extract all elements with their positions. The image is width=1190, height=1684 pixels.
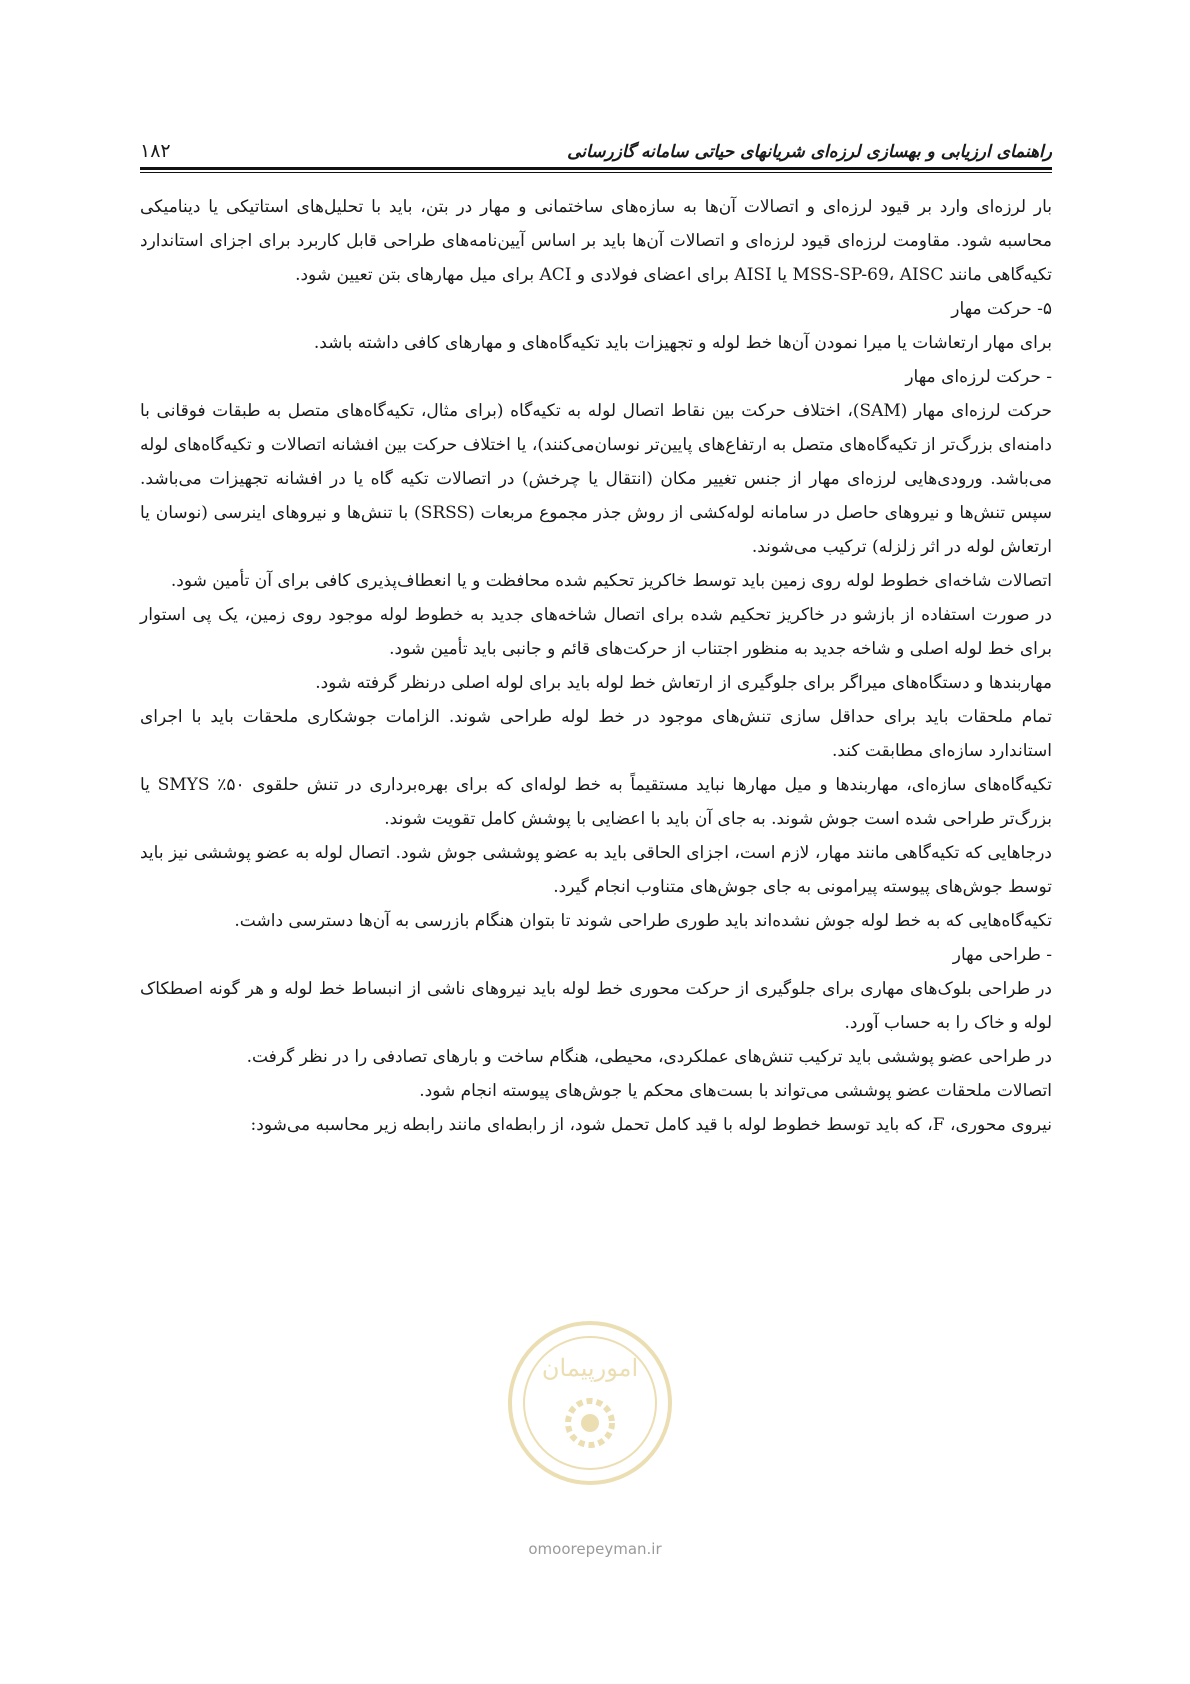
paragraph: تمام ملحقات باید برای حداقل سازی تنش‌های موجود در خط لوله طراحی شوند. الزامات جوشکاری ملحقات باید با اجرای استاندارد سازه‌ای مطابقت کند.	[140, 707, 1052, 761]
paragraph: اتصالات ملحقات عضو پوششی می‌تواند با بست‌های محکم یا جوش‌های پیوسته انجام شود.	[419, 1081, 1052, 1101]
page-number: ۱۸۲	[140, 140, 171, 162]
paragraph: در طراحی بلوک‌های مهاری برای جلوگیری از حرکت محوری خط لوله باید نیروهای ناشی از انبساط خط لوله و هر گونه اصطکاک لوله و خاک را به حساب آورد.	[140, 979, 1052, 1033]
paragraph: در طراحی عضو پوششی باید ترکیب تنش‌های عملکردی، محیطی، هنگام ساخت و بارهای تصادفی را در نظر گرفت.	[246, 1047, 1052, 1067]
header-rule-thick	[140, 167, 1052, 170]
watermark-url: omoorepeyman.ir	[528, 1540, 662, 1558]
paragraph: حرکت لرزه‌ای مهار (SAM)، اختلاف حرکت بین نقاط اتصال لوله به تکیه‌گاه (برای مثال، تکیه‌گاه‌های متصل به طبقات فوقانی با دامنه‌ای بزرگ‌تر از تکیه‌گاه‌های متصل به ارتفاع‌های پایین‌تر نوسان‌می‌کنند)، یا اختلاف حرکت بین افشانه اتصالات و تکیه‌گاه‌های لوله می‌باشد. ورودی‌هایی لرزه‌ای مهار از جنس تغییر مکان (انتقال یا چرخش) در اتصالات تکیه گاه یا در افشانه تجهیزات می‌باشد. سپس تنش‌ها و نیروهای حاصل در سامانه لوله‌کشی از روش جذر مجموع مربعات (SRSS) با تنش‌ها و نیروهای اینرسی (نوسان یا ارتعاش لوله در اثر زلزله) ترکیب می‌شوند.	[140, 401, 1053, 557]
watermark-logo-text: امورپیمان	[541, 1354, 639, 1382]
paragraph: برای مهار ارتعاشات یا میرا نمودن آن‌ها خط لوله و تجهیزات باید تکیه‌گاه‌های و مهارهای کافی داشته باشد.	[313, 333, 1052, 353]
paragraph: درجاهایی که تکیه‌گاهی مانند مهار، لازم است، اجزای الحاقی باید به عضو پوششی جوش شود. اتصال لوله به عضو پوششی نیز باید توسط جوش‌های پیوسته پیرامونی به جای جوش‌های متناوب انجام گیرد.	[140, 843, 1052, 897]
subsection-heading: - حرکت لرزه‌ای مهار	[905, 367, 1052, 387]
paragraph: مهاربندها و دستگاه‌های میراگر برای جلوگیری از ارتعاش خط لوله باید برای لوله اصلی درنظر گرفته شود.	[315, 673, 1052, 693]
body-text	[140, 190, 1052, 1142]
paragraph: تکیه‌گاه‌های سازه‌ای، مهاربندها و میل مهارها نباید مستقیماً به خط لوله‌ای که برای بهره‌برداری در تنش حلقوی ۵۰٪ SMYS یا بزرگ‌تر طراحی شده است جوش شوند. به جای آن باید با اعضایی با پوشش کامل تقویت شوند.	[140, 775, 1052, 829]
header-rule-thin	[140, 172, 1052, 173]
paragraph: بار لرزه‌ای وارد بر قیود لرزه‌ای و اتصالات آن‌ها به سازه‌های ساختمانی و مهار در بتن، باید با تحلیل‌های استاتیکی یا دینامیکی محاسبه شود. مقاومت لرزه‌ای قیود لرزه‌ای و اتصالات آن‌ها باید بر اساس آیین‌نامه‌های طراحی قابل کاربرد برای اجزای استاندارد تکیه‌گاهی مانند MSS-SP-69، AISC یا AISI برای اعضای فولادی و ACI برای میل مهارهای بتن تعیین شود.	[140, 197, 1052, 285]
running-title: راهنمای ارزیابی و بهسازی لرزه‌ای شریانهای حیاتی سامانه گازرسانی	[567, 142, 1052, 162]
paragraph: اتصالات شاخه‌ای خطوط لوله روی زمین باید توسط خاکریز تحکیم شده محافظت و یا انعطاف‌پذیری کافی برای آن تأمین شود.	[170, 571, 1052, 591]
paragraph: نیروی محوری، F، که باید توسط خطوط لوله با قید کامل تحمل شود، از رابطه‌ای مانند رابطه زیر محاسبه می‌شود:	[250, 1115, 1052, 1135]
section-heading: ۵- حرکت مهار	[951, 299, 1052, 319]
watermark-logo	[505, 1318, 675, 1488]
page-header	[140, 128, 1052, 162]
paragraph: در صورت استفاده از بازشو در خاکریز تحکیم شده برای اتصال شاخه‌های جدید به خطوط لوله موجود روی زمین، یک پی استوار برای خط لوله اصلی و شاخه جدید به منظور اجتناب از حرکت‌های قائم و جانبی باید تأمین شود.	[140, 605, 1052, 659]
subsection-heading: - طراحی مهار	[952, 945, 1052, 965]
paragraph: تکیه‌گاه‌هایی که به خط لوله جوش نشده‌اند باید طوری طراحی شوند تا بتوان هنگام بازرسی به آن‌ها دسترسی داشت.	[234, 911, 1052, 931]
